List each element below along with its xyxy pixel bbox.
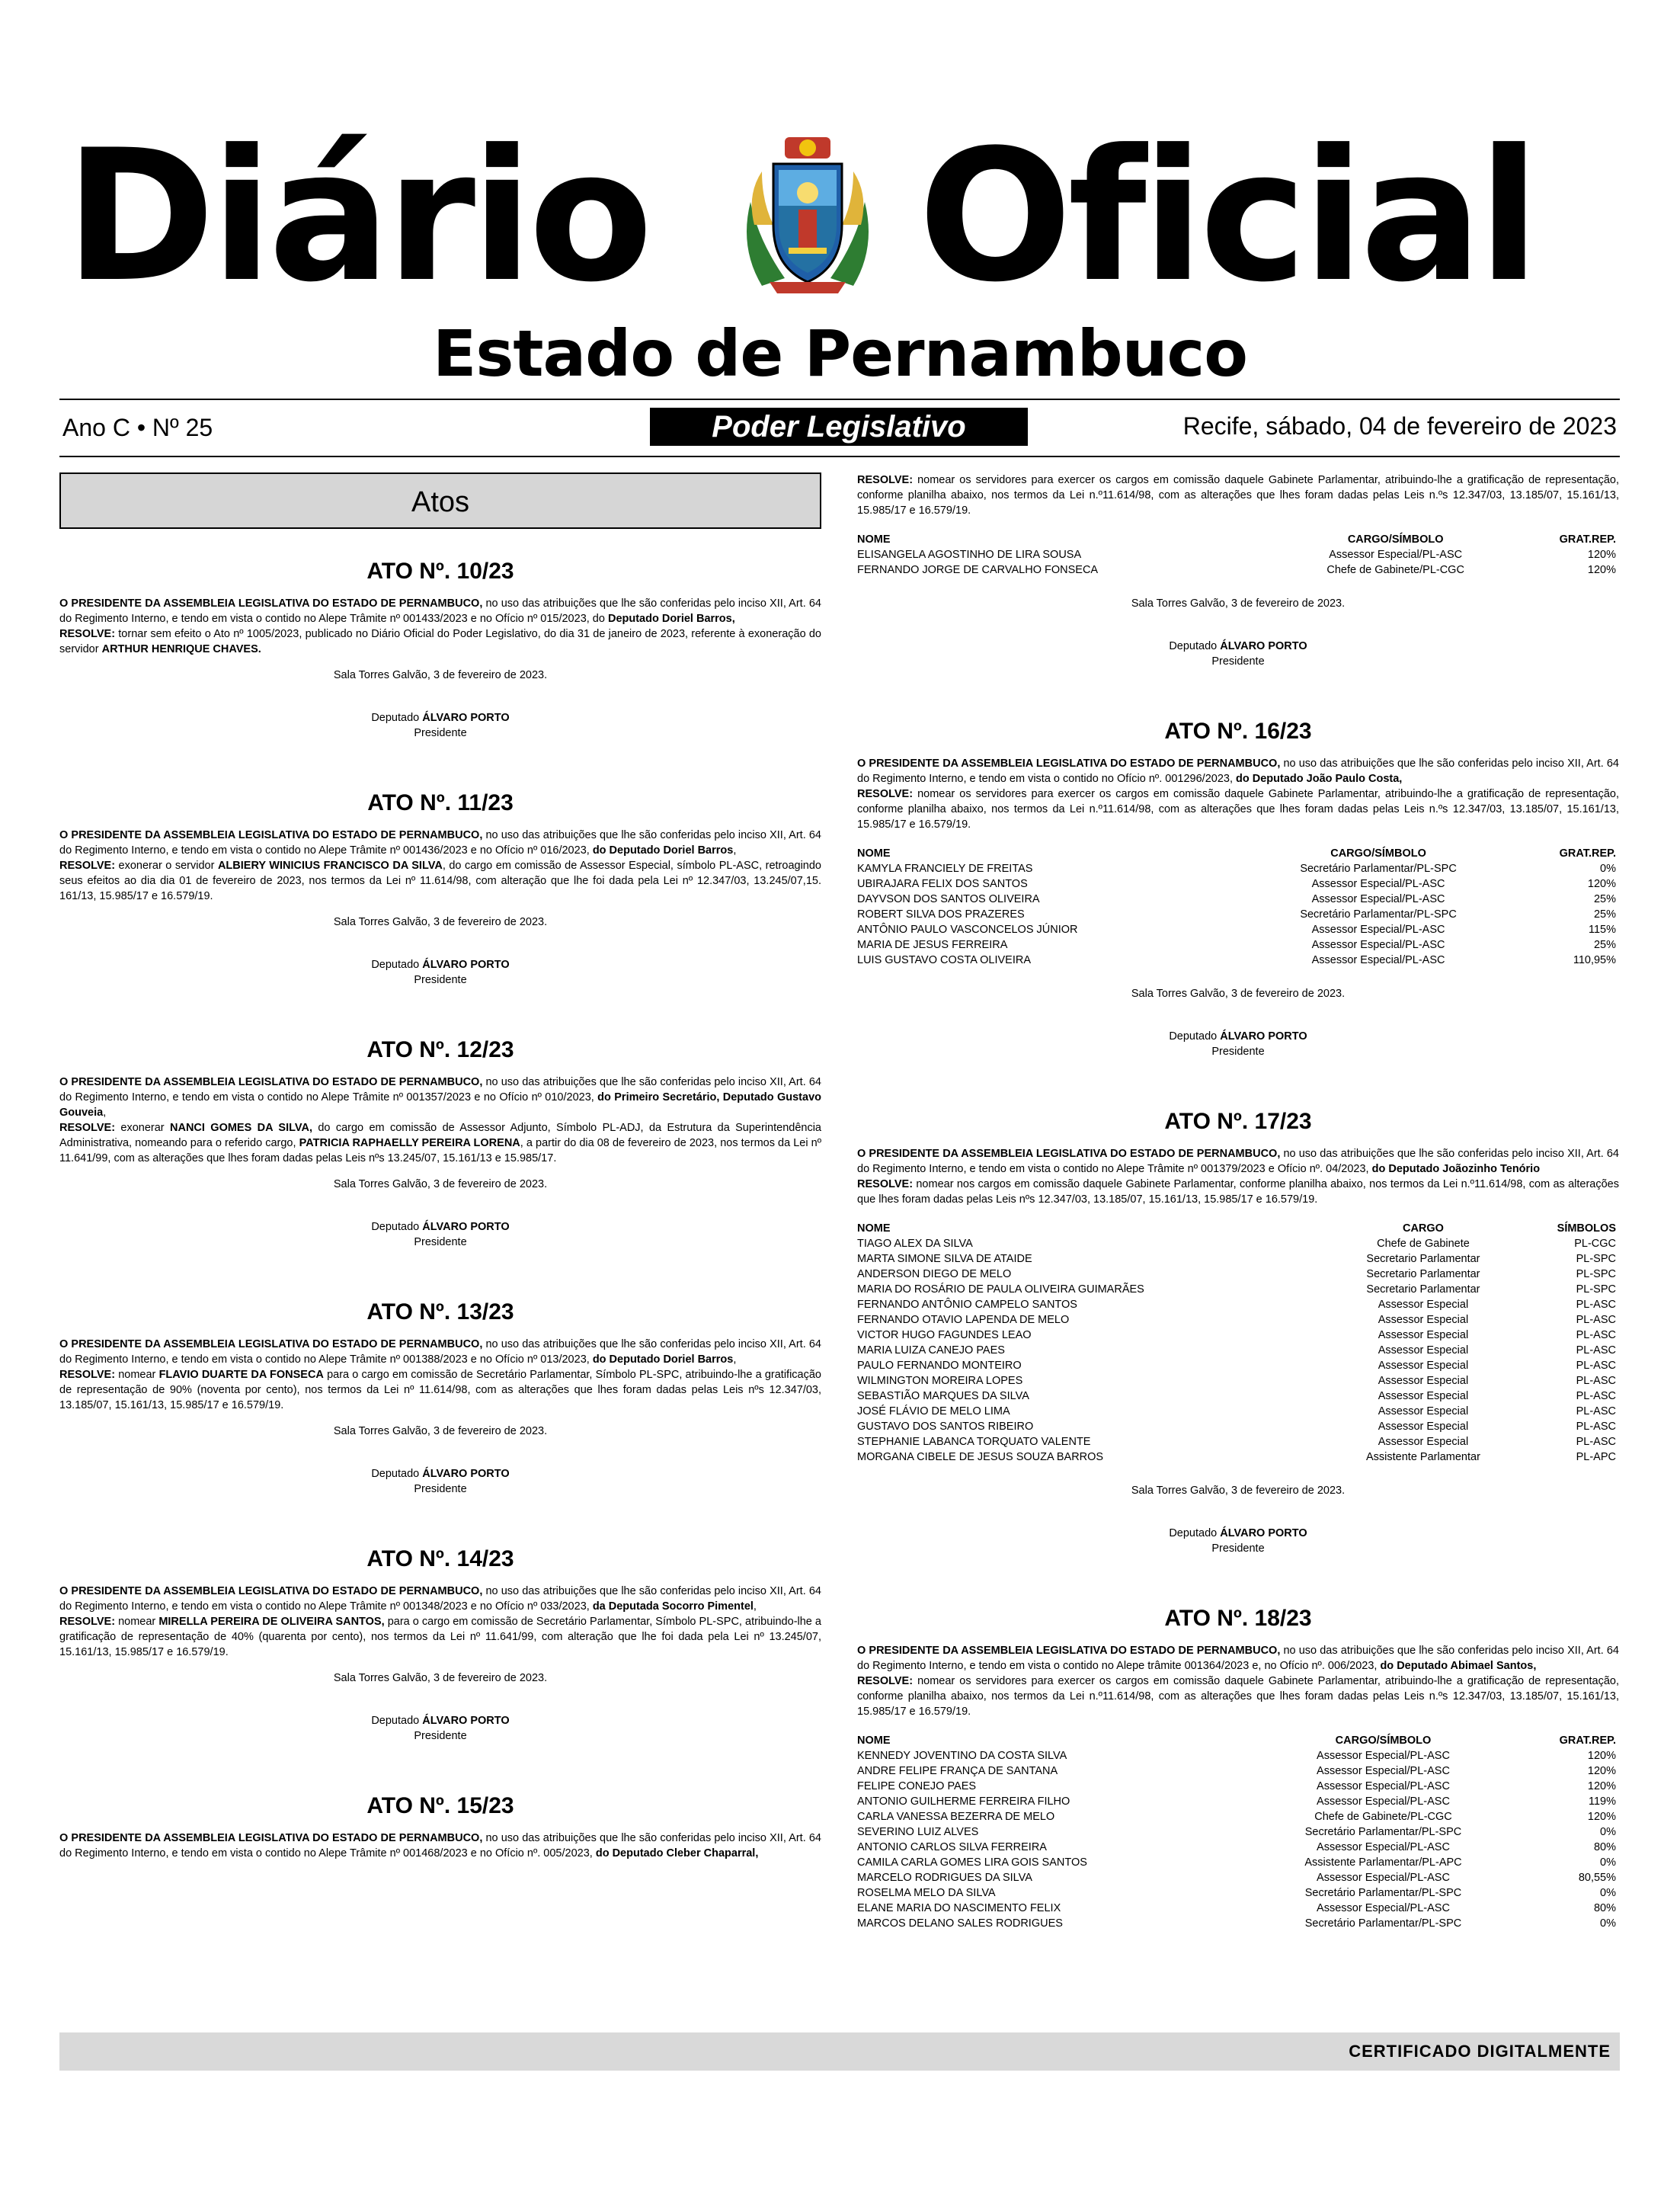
section-title-atos: Atos [59, 472, 821, 529]
ato-signature: Deputado ÁLVARO PORTO [1169, 640, 1307, 652]
nomination-table [857, 1733, 1619, 1931]
table-row: JOSÉ FLÁVIO DE MELO LIMA Assessor Especial PL-ASC [857, 1405, 1616, 1417]
column-header: CARGO/SÍMBOLO [1347, 533, 1444, 546]
table-row: ROBERT SILVA DOS PRAZERES Secretário Parlamentar/PL-SPC 25% [857, 908, 1616, 921]
ato-title: ATO Nº. 15/23 [366, 1793, 514, 1818]
pernambuco-coat-of-arms-icon [731, 133, 884, 301]
table-row: ROSELMA MELO DA SILVA Secretário Parlamentar/PL-SPC 0% [857, 1887, 1616, 1899]
ato-signature: Deputado ÁLVARO PORTO [371, 959, 510, 971]
ato-date: Sala Torres Galvão, 3 de fevereiro de 2023. [1131, 597, 1346, 610]
ato-title: ATO Nº. 11/23 [367, 790, 514, 815]
ato-intro: O PRESIDENTE DA ASSEMBLEIA LEGISLATIVA DO ESTADO DE PERNAMBUCO, no uso das atribuições que lhe são conferidas pelo inciso XII, Art. 64 do Regimento Interno, e tendo em vista o contido no Alepe trâmite 001364/2023 e, no Ofício nº. 006/2023, do Deputado Abimael Santos, RESOLVE: nomear os servidores para exercer os cargos em comissão daquele Gabinete Parlamentar, atribuindo-lhe a gratificação de representação, conforme planilha abaixo, nos termos da Lei n.º11.614/98, com as alterações que lhes foram dadas pelas Leis n.ºs 12.347/03, 13.185/07, 15.161/13, 15.985/17 e 16.579/19. [857, 1645, 1619, 1718]
ato-date: Sala Torres Galvão, 3 de fevereiro de 2023. [333, 916, 548, 928]
table-row: ELISANGELA AGOSTINHO DE LIRA SOUSA Assessor Especial/PL-ASC 120% [857, 549, 1616, 561]
masthead-title-right: Oficial [918, 111, 1536, 322]
right-column [857, 472, 1619, 1931]
table-row: MARCELO RODRIGUES DA SILVA Assessor Especial/PL-ASC 80,55% [857, 1872, 1616, 1884]
ato-title: ATO Nº. 10/23 [366, 559, 514, 584]
ato-title: ATO Nº. 16/23 [1164, 719, 1312, 744]
ato-signature-role: Presidente [414, 974, 467, 986]
table-row: FELIPE CONEJO PAES Assessor Especial/PL-ASC 120% [857, 1780, 1616, 1792]
ato-signature-role: Presidente [414, 1483, 467, 1495]
ato-signature: Deputado ÁLVARO PORTO [1169, 1527, 1307, 1539]
ato-11 [59, 790, 821, 988]
edition-bar [59, 408, 1620, 449]
column-header: GRAT.REP. [1559, 847, 1616, 860]
ato-title: ATO Nº. 17/23 [1164, 1109, 1312, 1134]
ato-signature-role: Presidente [1211, 655, 1265, 668]
table-row: WILMINGTON MOREIRA LOPES Assessor Especial PL-ASC [857, 1375, 1616, 1387]
table-row: CARLA VANESSA BEZERRA DE MELO Chefe de Gabinete/PL-CGC 120% [857, 1811, 1616, 1823]
table-row: SEVERINO LUIZ ALVES Secretário Parlamentar/PL-SPC 0% [857, 1826, 1616, 1838]
column-header: NOME [857, 533, 891, 546]
table-row: ANTÔNIO PAULO VASCONCELOS JÚNIOR Assessor Especial/PL-ASC 115% [857, 924, 1616, 936]
column-header: SÍMBOLOS [1557, 1222, 1616, 1235]
digital-certificate-footer: CERTIFICADO DIGITALMENTE [59, 2032, 1620, 2071]
masthead-rule-top [59, 399, 1620, 400]
column-header: GRAT.REP. [1559, 1735, 1616, 1747]
table-row: STEPHANIE LABANCA TORQUATO VALENTE Assessor Especial PL-ASC [857, 1436, 1616, 1448]
ato-intro: O PRESIDENTE DA ASSEMBLEIA LEGISLATIVA DO ESTADO DE PERNAMBUCO, no uso das atribuições que lhe são conferidas pelo inciso XII, Art. 64 do Regimento Interno, e tendo em vista o contido no Alepe Trâmite nº 001433/2023 e no Ofício nº 015/2023, do Deputado Doriel Barros, RESOLVE: tornar sem efeito o Ato nº 1005/2023, publicado no Diário Oficial do Poder Legislativo, do dia 31 de janeiro de 2023, referente à exoneração do servidor ARTHUR HENRIQUE CHAVES. [59, 597, 821, 655]
table-row: ANDRE FELIPE FRANÇA DE SANTANA Assessor Especial/PL-ASC 120% [857, 1765, 1616, 1777]
ato-intro: O PRESIDENTE DA ASSEMBLEIA LEGISLATIVA DO ESTADO DE PERNAMBUCO, no uso das atribuições que lhe são conferidas pelo inciso XII, Art. 64 do Regimento Interno, e tendo em vista o contido no Alepe Trâmite nº 001388/2023 e no Ofício nº 013/2023, do Deputado Doriel Barros, RESOLVE: nomear FLAVIO DUARTE DA FONSECA para o cargo em comissão de Secretário Parlamentar, Símbolo PL-SPC, atribuindo-lhe a gratificação de representação de 90% (noventa por cento), nos termos da Lei nº 11.614/98, com as alterações que lhes foram dadas pelas Leis nºs 12.347/03, 13.185/07, 15.161/13, 15.985/17 e 16.579/19. [59, 1338, 821, 1411]
table-row: GUSTAVO DOS SANTOS RIBEIRO Assessor Especial PL-ASC [857, 1421, 1616, 1433]
ato-12 [59, 1036, 821, 1250]
ato-title: ATO Nº. 14/23 [366, 1546, 514, 1571]
ato-title: ATO Nº. 18/23 [1164, 1606, 1312, 1631]
table-row: KAMYLA FRANCIELY DE FREITAS Secretário Parlamentar/PL-SPC 0% [857, 863, 1616, 875]
ato-signature: Deputado ÁLVARO PORTO [1169, 1030, 1307, 1043]
publication-date: Recife, sábado, 04 de fevereiro de 2023 [1182, 412, 1617, 440]
table-row: UBIRAJARA FELIX DOS SANTOS Assessor Especial/PL-ASC 120% [857, 878, 1616, 890]
ato-15 [59, 1792, 821, 1861]
table-row: MARCOS DELANO SALES RODRIGUES Secretário Parlamentar/PL-SPC 0% [857, 1917, 1616, 1930]
table-row: FERNANDO OTAVIO LAPENDA DE MELO Assessor Especial PL-ASC [857, 1314, 1616, 1326]
masthead [0, 111, 1680, 322]
ato-17 [857, 1108, 1619, 1556]
ato-signature: Deputado ÁLVARO PORTO [371, 1221, 510, 1233]
masthead-rule-bottom [59, 456, 1620, 457]
ato-signature: Deputado ÁLVARO PORTO [371, 1468, 510, 1480]
ato-date: Sala Torres Galvão, 3 de fevereiro de 2023. [333, 1672, 548, 1684]
left-column [59, 472, 821, 1861]
ato-title: ATO Nº. 12/23 [366, 1037, 514, 1062]
column-header: NOME [857, 847, 891, 860]
table-row: ELANE MARIA DO NASCIMENTO FELIX Assessor Especial/PL-ASC 80% [857, 1902, 1616, 1914]
masthead-title-left: Diário [65, 111, 649, 322]
ato-signature-role: Presidente [414, 1236, 467, 1248]
table-row: LUIS GUSTAVO COSTA OLIVEIRA Assessor Especial/PL-ASC 110,95% [857, 954, 1616, 966]
table-row: DAYVSON DOS SANTOS OLIVEIRA Assessor Especial/PL-ASC 25% [857, 893, 1616, 905]
ato-18 [857, 1605, 1619, 1931]
ato-title: ATO Nº. 13/23 [366, 1299, 514, 1325]
nomination-table [857, 1221, 1619, 1465]
column-header: CARGO/SÍMBOLO [1330, 847, 1426, 860]
ato-signature-role: Presidente [414, 727, 467, 739]
ato-intro: O PRESIDENTE DA ASSEMBLEIA LEGISLATIVA DO ESTADO DE PERNAMBUCO, no uso das atribuições que lhe são conferidas pelo inciso XII, Art. 64 do Regimento Interno, e tendo em vista o contido no Alepe Trâmite nº 001436/2023 e no Ofício nº 016/2023, do Deputado Doriel Barros, RESOLVE: exonerar o servidor ALBIERY WINICIUS FRANCISCO DA SILVA, do cargo em comissão de Assessor Especial, símbolo PL-ASC, retroagindo seus efeitos ao dia dia 01 de fevereiro de 2023, nos termos da Lei nº 11.614/98, com alteração que lhe foi dada pela Lei nº 12.347/03, 13.245/07,15. 161/13, 15.985/17 e 16.579/19. [59, 829, 821, 902]
column-header: NOME [857, 1222, 891, 1235]
table-row: FERNANDO ANTÔNIO CAMPELO SANTOS Assessor Especial PL-ASC [857, 1299, 1616, 1311]
ato-intro: O PRESIDENTE DA ASSEMBLEIA LEGISLATIVA DO ESTADO DE PERNAMBUCO, no uso das atribuições que lhe são conferidas pelo inciso XII, Art. 64 do Regimento Interno, e tendo em vista o contido no Ofício nº. 001296/2023, do Deputado João Paulo Costa, RESOLVE: nomear os servidores para exercer os cargos em comissão daquele Gabinete Parlamentar, atribuindo-lhe a gratificação de representação, conforme planilha abaixo, nos termos da Lei n.º11.614/98, com as alterações que lhes foram dadas pelas Leis n.ºs 12.347/03, 13.185/07, 15.161/13, 15.985/17 e 16.579/19. [857, 758, 1619, 831]
edition-number: Ano C • Nº 25 [62, 414, 213, 441]
nomination-table [857, 846, 1619, 968]
ato-date: Sala Torres Galvão, 3 de fevereiro de 2023. [1131, 988, 1346, 1000]
ato-signature-role: Presidente [1211, 1046, 1265, 1058]
table-row: MORGANA CIBELE DE JESUS SOUZA BARROS Assistente Parlamentar PL-APC [857, 1451, 1616, 1463]
ato-resolve: RESOLVE: nomear os servidores para exercer os cargos em comissão daquele Gabinete Parlamentar, atribuindo-lhe a gratificação de representação, conforme planilha abaixo, nos termos da Lei n.º11.614/98, com as alterações que lhes foram dadas pelas Leis n.ºs 12.347/03, 13.185/07, 15.161/13, 15.985/17 e 16.579/19. [857, 474, 1619, 517]
ato-date: Sala Torres Galvão, 3 de fevereiro de 2023. [333, 1178, 548, 1190]
ato-15-continued [857, 472, 1619, 669]
ato-10 [59, 558, 821, 741]
ato-signature-role: Presidente [414, 1730, 467, 1742]
table-row: ANTONIO GUILHERME FERREIRA FILHO Assessor Especial/PL-ASC 119% [857, 1795, 1616, 1808]
table-row: VICTOR HUGO FAGUNDES LEAO Assessor Especial PL-ASC [857, 1329, 1616, 1341]
ato-date: Sala Torres Galvão, 3 de fevereiro de 2023. [333, 1425, 548, 1437]
ato-signature: Deputado ÁLVARO PORTO [371, 1715, 510, 1727]
ato-intro: O PRESIDENTE DA ASSEMBLEIA LEGISLATIVA DO ESTADO DE PERNAMBUCO, no uso das atribuições que lhe são conferidas pelo inciso XII, Art. 64 do Regimento Interno, e tendo em vista o contido no Alepe Trâmite nº 001357/2023 e no Ofício nº 010/2023, do Primeiro Secretário, Deputado Gustavo Gouveia, RESOLVE: exonerar NANCI GOMES DA SILVA, do cargo em comissão de Assessor Adjunto, Símbolo PL-ADJ, da Estrutura da Superintendência Administrativa, nomeando para o referido cargo, PATRICIA RAPHAELLY PEREIRA LORENA, a partir do dia 08 de fevereiro de 2023, nos termos da Lei nº 11.641/99, com as alterações que lhes foram dadas pelas Leis nºs 13.245/07, 15.161/13 e 15.985/17. [59, 1076, 822, 1164]
ato-intro: O PRESIDENTE DA ASSEMBLEIA LEGISLATIVA DO ESTADO DE PERNAMBUCO, no uso das atribuições que lhe são conferidas pelo inciso XII, Art. 64 do Regimento Interno, e tendo em vista o contido no Alepe Trâmite nº 001348/2023 e no Ofício nº 033/2023, da Deputada Socorro Pimentel, RESOLVE: nomear MIRELLA PEREIRA DE OLIVEIRA SANTOS, para o cargo em comissão de Secretário Parlamentar, Símbolo PL-SPC, atribuindo-lhe a gratificação de representação de 40% (quarenta por cento), nos termos da Lei nº 11.641/99, com alteração que lhe foi dada pela Lei nº 13.245/07, 15.161/13, 15.985/17 e 16.579/19. [59, 1585, 821, 1658]
table-row: FERNANDO JORGE DE CARVALHO FONSECA Chefe de Gabinete/PL-CGC 120% [857, 564, 1616, 576]
table-row: ANDERSON DIEGO DE MELO Secretario Parlamentar PL-SPC [857, 1268, 1616, 1280]
ato-date: Sala Torres Galvão, 3 de fevereiro de 2023. [1131, 1485, 1346, 1497]
ato-intro: O PRESIDENTE DA ASSEMBLEIA LEGISLATIVA DO ESTADO DE PERNAMBUCO, no uso das atribuições que lhe são conferidas pelo inciso XII, Art. 64 do Regimento Interno, e tendo em vista o contido no Alepe Trâmite nº 001468/2023 e no Ofício nº. 005/2023, do Deputado Cleber Chaparral, [59, 1832, 821, 1859]
table-row: CAMILA CARLA GOMES LIRA GOIS SANTOS Assistente Parlamentar/PL-APC 0% [857, 1856, 1616, 1869]
table-row: SEBASTIÃO MARQUES DA SILVA Assessor Especial PL-ASC [857, 1390, 1616, 1402]
table-row: ANTONIO CARLOS SILVA FERREIRA Assessor Especial/PL-ASC 80% [857, 1841, 1616, 1853]
ato-signature-role: Presidente [1211, 1542, 1265, 1555]
column-header: GRAT.REP. [1559, 533, 1616, 546]
ato-13 [59, 1299, 821, 1497]
table-row: TIAGO ALEX DA SILVA Chefe de Gabinete PL-CGC [857, 1238, 1616, 1250]
ato-intro: O PRESIDENTE DA ASSEMBLEIA LEGISLATIVA DO ESTADO DE PERNAMBUCO, no uso das atribuições que lhe são conferidas pelo inciso XII, Art. 64 do Regimento Interno, e tendo em vista o contido no Alepe Trâmite nº 001379/2023 e Ofício nº. 04/2023, do Deputado Joãozinho Tenório RESOLVE: nomear nos cargos em comissão daquele Gabinete Parlamentar, conforme planilha abaixo, nos termos da Lei n.º11.614/98, com as alterações que lhes foram dadas pelas Leis nºs 12.347/03, 13.185/07, 15.161/13, 15.985/17 e 16.579/19. [857, 1148, 1619, 1206]
table-row: MARIA DO ROSÁRIO DE PAULA OLIVEIRA GUIMARÃES Secretario Parlamentar PL-SPC [857, 1283, 1616, 1296]
ato-14 [59, 1546, 821, 1744]
nomination-table [857, 532, 1619, 578]
ato-signature: Deputado ÁLVARO PORTO [371, 712, 510, 724]
table-row: MARIA LUIZA CANEJO PAES Assessor Especial PL-ASC [857, 1344, 1616, 1357]
ato-date: Sala Torres Galvão, 3 de fevereiro de 2023. [333, 669, 548, 681]
column-header: CARGO [1402, 1222, 1444, 1235]
table-row: KENNEDY JOVENTINO DA COSTA SILVA Assessor Especial/PL-ASC 120% [857, 1750, 1616, 1762]
table-row: MARIA DE JESUS FERREIRA Assessor Especial/PL-ASC 25% [857, 939, 1616, 951]
table-row: MARTA SIMONE SILVA DE ATAIDE Secretario Parlamentar PL-SPC [857, 1253, 1616, 1265]
table-row: PAULO FERNANDO MONTEIRO Assessor Especial PL-ASC [857, 1360, 1616, 1372]
column-header: CARGO/SÍMBOLO [1335, 1735, 1432, 1747]
masthead-subtitle: Estado de Pernambuco [432, 316, 1248, 391]
column-header: NOME [857, 1735, 891, 1747]
ato-16 [857, 718, 1619, 1059]
section-banner: Poder Legislativo [650, 408, 1028, 446]
